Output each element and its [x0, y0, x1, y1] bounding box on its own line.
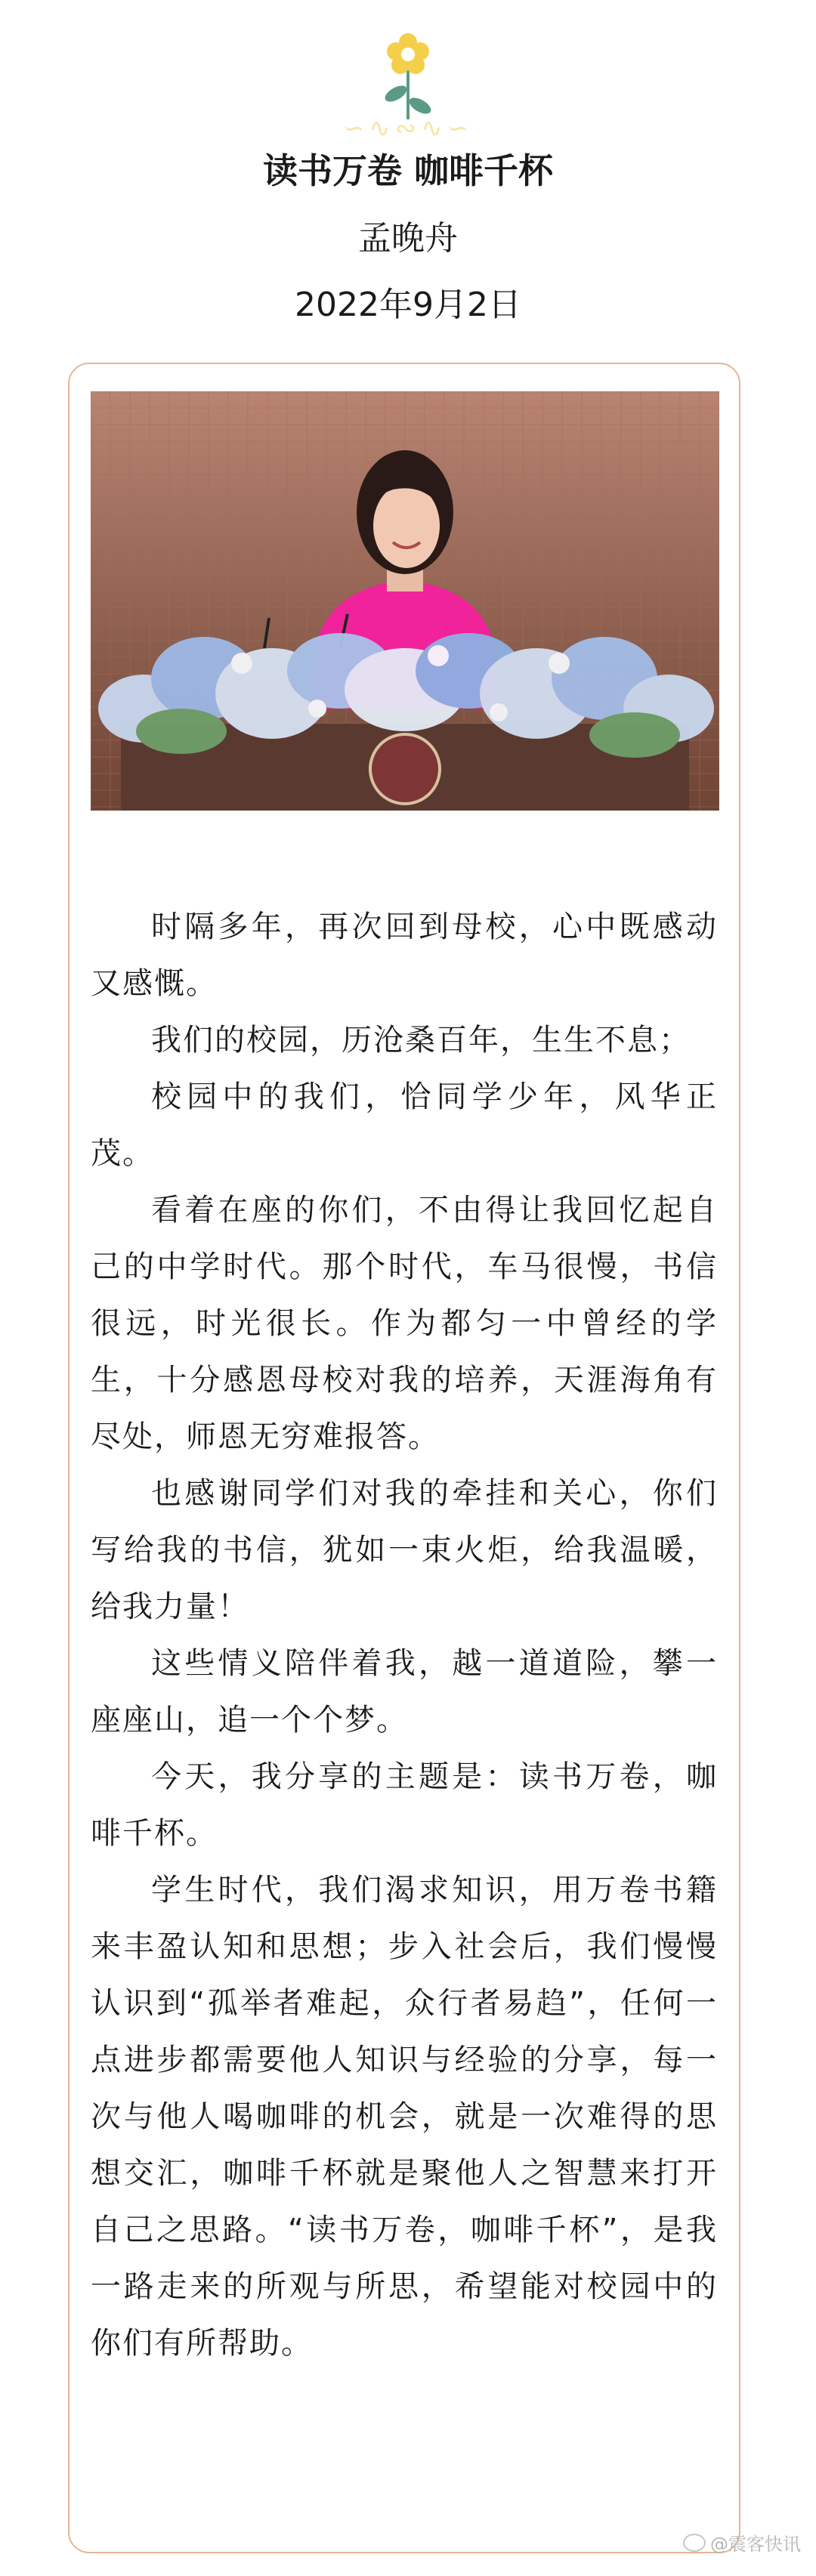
weibo-icon	[683, 2534, 706, 2552]
paragraph: 看着在座的你们，不由得让我回忆起自己的中学时代。那个时代，车马很慢，书信很远，时光很长。作为都匀一中曾经的学生，十分感恩母校对我的培养，天涯海角有尽处，师恩无穷难报答。	[91, 1193, 718, 1454]
paragraph: 我们的校园，历沧桑百年，生生不息；	[151, 1023, 691, 1058]
speaker-photo	[91, 391, 719, 811]
paragraph: 今天，我分享的主题是：读书万卷，咖啡千杯。	[91, 1759, 718, 1851]
article-date: 2022年9月2日	[295, 286, 521, 324]
paragraph: 这些情义陪伴着我，越一道道险，攀一座座山，追一个个梦。	[91, 1646, 718, 1737]
decorative-flourish: ∽∿∾∿∽	[342, 113, 474, 144]
paragraph: 学生时代，我们渴求知识，用万卷书籍来丰盈认知和思想；步入社会后，我们慢慢认识到“孤举者难起，众行者易趋”，任何一点进步都需要他人知识与经验的分享，每一次与他人喝咖啡的机会，就是一次难得的思想交汇，咖啡千杯就是聚他人之智慧来打开自己之思路。“读书万卷，咖啡千杯”，是我一路走来的所观与所思，希望能对校园中的你们有所帮助。	[91, 1873, 718, 2361]
article-author: 孟晚舟	[358, 219, 458, 258]
flower-icon	[378, 30, 438, 121]
paragraph: 也感谢同学们对我的牵挂和关心，你们写给我的书信，犹如一束火炬，给我温暖，给我力量！	[91, 1476, 718, 1624]
paragraph: 时隔多年，再次回到母校，心中既感动又感慨。	[91, 910, 718, 1001]
source-watermark	[683, 2529, 801, 2556]
article-title: 读书万卷 咖啡千杯	[262, 150, 553, 191]
watermark-text: @震客快讯	[710, 2534, 801, 2555]
article-header	[0, 148, 816, 328]
paragraph: 校园中的我们，恰同学少年，风华正茂。	[91, 1080, 718, 1171]
article-body	[91, 899, 718, 2372]
